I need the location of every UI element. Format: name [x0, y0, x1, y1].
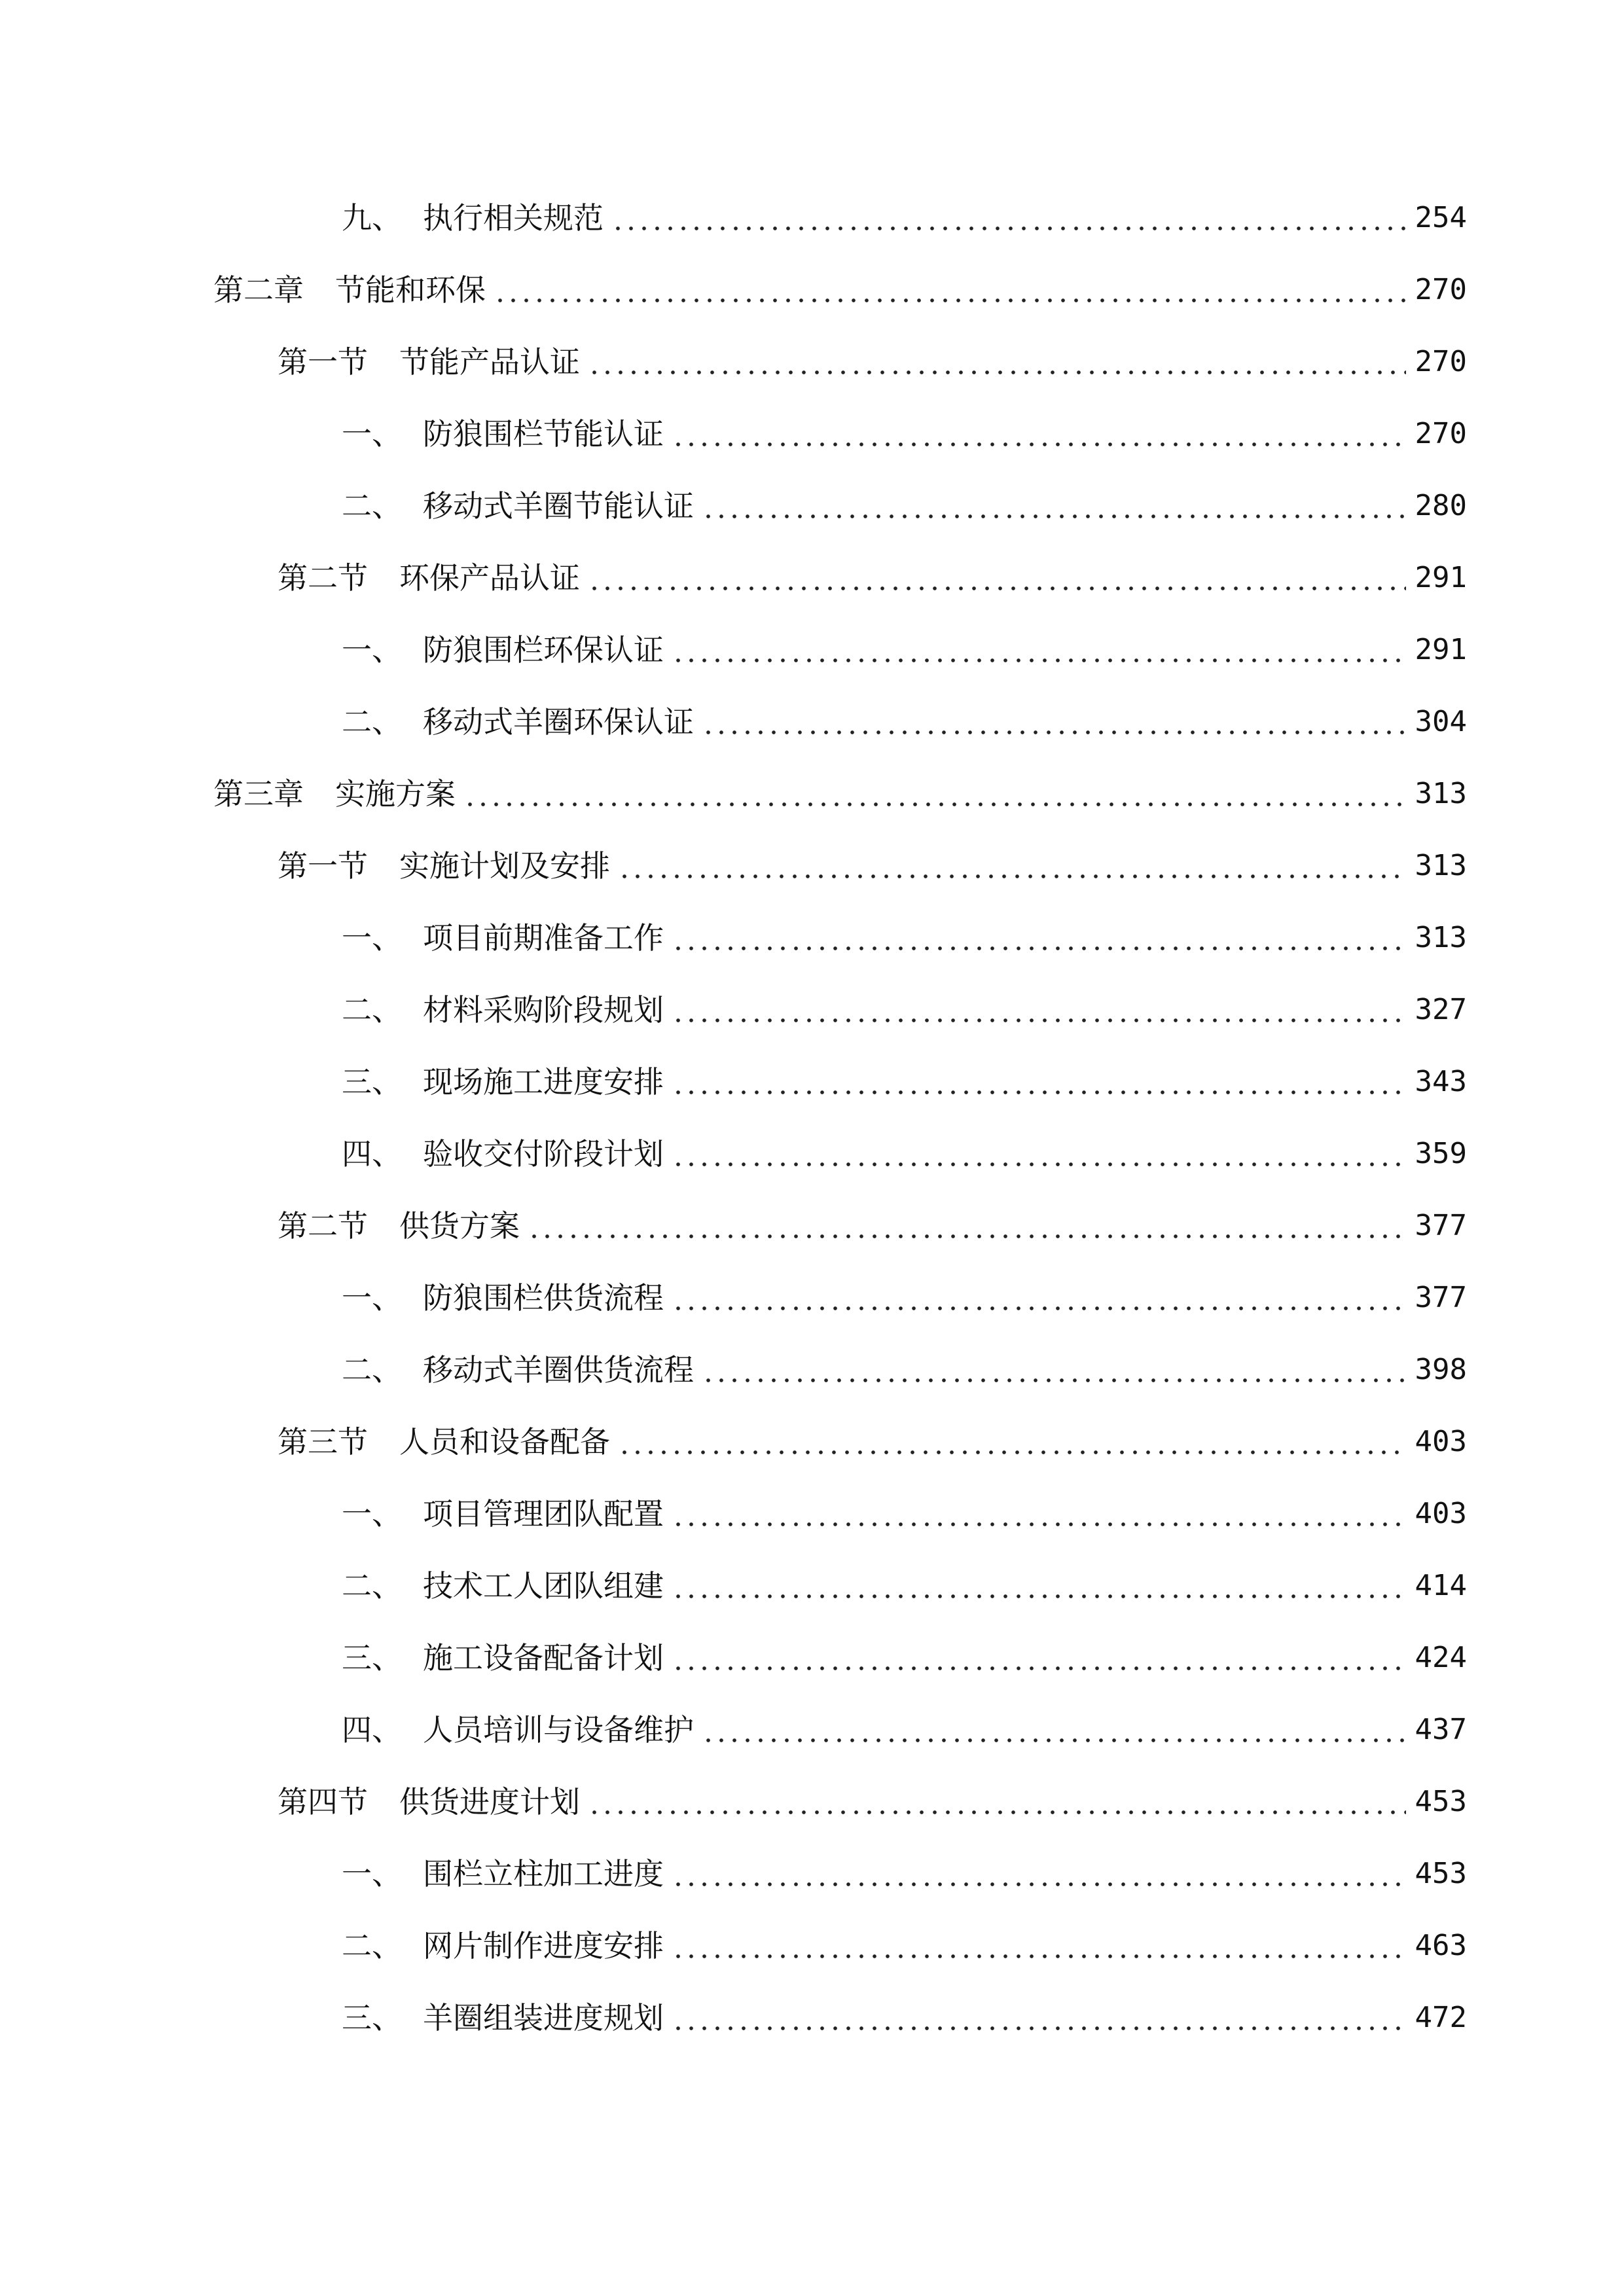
- toc-entry-page: 280: [1415, 489, 1467, 522]
- toc-entry-title: 移动式羊圈环保认证: [423, 704, 694, 740]
- toc-entry-title: 节能产品认证: [399, 344, 580, 380]
- toc-entry-title: 防狼围栏供货流程: [423, 1280, 664, 1316]
- dot-leader: [672, 987, 1406, 1033]
- toc-entry-title: 移动式羊圈供货流程: [423, 1352, 694, 1388]
- dot-leader: [672, 1131, 1406, 1177]
- toc-entry-page: 270: [1415, 345, 1467, 378]
- toc-entry[interactable]: [278, 339, 1467, 385]
- toc-entry-page: 377: [1415, 1209, 1467, 1242]
- toc-entry[interactable]: [342, 1851, 1467, 1897]
- toc-entry[interactable]: [342, 483, 1467, 529]
- toc-entry-page: 313: [1415, 777, 1467, 810]
- toc-entry-page: 254: [1415, 201, 1467, 234]
- toc-entry-number: 第四节: [278, 1784, 368, 1820]
- toc-entry[interactable]: [342, 1563, 1467, 1609]
- toc-entry-page: 291: [1415, 633, 1467, 666]
- toc-entry-number: 二、: [342, 992, 402, 1028]
- toc-entry-number: 四、: [342, 1136, 402, 1172]
- dot-leader: [672, 1563, 1406, 1609]
- toc-entry-number: 二、: [342, 1928, 402, 1964]
- toc-entry[interactable]: [342, 1059, 1467, 1105]
- dot-leader: [672, 627, 1406, 673]
- toc-entry-number: 第一节: [278, 344, 368, 380]
- toc-entry-number: 九、: [342, 200, 402, 236]
- toc-entry-number: 第一节: [278, 848, 368, 884]
- toc-entry-title: 防狼围栏环保认证: [423, 632, 664, 668]
- toc-entry-number: 三、: [342, 1064, 402, 1100]
- dot-leader: [618, 843, 1406, 889]
- dot-leader: [618, 1419, 1406, 1465]
- toc-entry-number: 二、: [342, 1568, 402, 1604]
- toc-entry[interactable]: [342, 411, 1467, 457]
- toc-entry-page: 398: [1415, 1353, 1467, 1386]
- toc-entry-title: 项目前期准备工作: [423, 920, 664, 956]
- toc-entry[interactable]: [278, 1419, 1467, 1465]
- toc-entry-page: 463: [1415, 1929, 1467, 1962]
- toc-entry-number: 一、: [342, 416, 402, 452]
- toc-entry-page: 270: [1415, 273, 1467, 306]
- dot-leader: [702, 1347, 1406, 1393]
- toc-entry-page: 414: [1415, 1569, 1467, 1602]
- dot-leader: [588, 1779, 1406, 1825]
- toc-entry-number: 一、: [342, 1280, 402, 1316]
- toc-entry-page: 437: [1415, 1713, 1467, 1746]
- toc-entry-title: 材料采购阶段规划: [423, 992, 664, 1028]
- toc-entry[interactable]: [342, 1995, 1467, 2041]
- toc-entry-page: 359: [1415, 1137, 1467, 1170]
- toc-entry-page: 343: [1415, 1065, 1467, 1098]
- dot-leader: [702, 483, 1406, 529]
- toc-entry-number: 四、: [342, 1712, 402, 1748]
- toc-entry-page: 327: [1415, 993, 1467, 1026]
- toc-entry-title: 执行相关规范: [423, 200, 604, 236]
- toc-entry-title: 实施方案: [335, 776, 456, 812]
- toc-entry[interactable]: [278, 843, 1467, 889]
- toc-entry-page: 377: [1415, 1281, 1467, 1314]
- dot-leader: [588, 339, 1406, 385]
- toc-entry-title: 现场施工进度安排: [423, 1064, 664, 1100]
- toc-entry-number: 第二节: [278, 560, 368, 596]
- toc-entry-title: 验收交付阶段计划: [423, 1136, 664, 1172]
- toc-entry-number: 第三节: [278, 1424, 368, 1460]
- dot-leader: [463, 771, 1406, 817]
- dot-leader: [702, 1707, 1406, 1753]
- toc-entry-number: 一、: [342, 632, 402, 668]
- toc-entry-title: 供货进度计划: [399, 1784, 580, 1820]
- dot-leader: [672, 1275, 1406, 1321]
- toc-entry[interactable]: [342, 627, 1467, 673]
- toc-entry[interactable]: [278, 1779, 1467, 1825]
- toc-entry-page: 403: [1415, 1497, 1467, 1530]
- toc-entry-page: 453: [1415, 1785, 1467, 1818]
- toc-entry-number: 二、: [342, 488, 402, 524]
- toc-entry[interactable]: [342, 1275, 1467, 1321]
- toc-entry-page: 291: [1415, 561, 1467, 594]
- toc-entry[interactable]: [342, 1131, 1467, 1177]
- toc-entry[interactable]: [342, 1491, 1467, 1537]
- toc-entry[interactable]: [342, 1347, 1467, 1393]
- dot-leader: [588, 555, 1406, 601]
- toc-entry-number: 三、: [342, 1640, 402, 1676]
- toc-entry-page: 270: [1415, 417, 1467, 450]
- toc-entry-number: 一、: [342, 920, 402, 956]
- toc-entry-title: 移动式羊圈节能认证: [423, 488, 694, 524]
- toc-entry[interactable]: [278, 555, 1467, 601]
- dot-leader: [702, 699, 1406, 745]
- toc-entry-number: 第三章: [213, 776, 304, 812]
- toc-entry-title: 供货方案: [399, 1208, 520, 1244]
- toc-entry-title: 节能和环保: [335, 272, 486, 308]
- dot-leader: [672, 1491, 1406, 1537]
- toc-entry-page: 472: [1415, 2001, 1467, 2034]
- toc-entry-title: 人员培训与设备维护: [423, 1712, 694, 1748]
- toc-entry-number: 一、: [342, 1856, 402, 1892]
- dot-leader: [672, 1851, 1406, 1897]
- toc-entry-number: 一、: [342, 1496, 402, 1532]
- dot-leader: [494, 267, 1406, 313]
- toc-entry[interactable]: [213, 771, 1467, 817]
- toc-entry-number: 二、: [342, 1352, 402, 1388]
- toc-entry-page: 453: [1415, 1857, 1467, 1890]
- toc-entry[interactable]: [278, 1203, 1467, 1249]
- toc-entry-page: 403: [1415, 1425, 1467, 1458]
- dot-leader: [672, 1995, 1406, 2041]
- toc-entry-page: 313: [1415, 921, 1467, 954]
- toc-entry-page: 313: [1415, 849, 1467, 882]
- toc-entry[interactable]: [342, 699, 1467, 745]
- toc-entry-number: 第二节: [278, 1208, 368, 1244]
- toc-entry-title: 施工设备配备计划: [423, 1640, 664, 1676]
- dot-leader: [672, 1923, 1406, 1969]
- toc-entry-title: 实施计划及安排: [399, 848, 610, 884]
- toc-entry[interactable]: [342, 1635, 1467, 1681]
- toc-entry[interactable]: [342, 915, 1467, 961]
- toc-entry-number: 三、: [342, 2000, 402, 2036]
- dot-leader: [672, 1059, 1406, 1105]
- toc-entry-title: 防狼围栏节能认证: [423, 416, 664, 452]
- toc-entry-number: 二、: [342, 704, 402, 740]
- dot-leader: [672, 915, 1406, 961]
- dot-leader: [672, 411, 1406, 457]
- toc-entry[interactable]: [342, 195, 1467, 241]
- dot-leader: [672, 1635, 1406, 1681]
- toc-entry[interactable]: [342, 1923, 1467, 1969]
- toc-entry-title: 围栏立柱加工进度: [423, 1856, 664, 1892]
- toc-entry-title: 技术工人团队组建: [423, 1568, 664, 1604]
- dot-leader: [528, 1203, 1406, 1249]
- toc-entry-number: 第二章: [213, 272, 304, 308]
- toc-entry-title: 环保产品认证: [399, 560, 580, 596]
- dot-leader: [611, 195, 1406, 241]
- toc-entry[interactable]: [342, 987, 1467, 1033]
- toc-entry-page: 424: [1415, 1641, 1467, 1674]
- toc-entry-title: 网片制作进度安排: [423, 1928, 664, 1964]
- toc-entry-title: 人员和设备配备: [399, 1424, 610, 1460]
- toc-entry[interactable]: [342, 1707, 1467, 1753]
- toc-entry-page: 304: [1415, 705, 1467, 738]
- toc-entry-title: 项目管理团队配置: [423, 1496, 664, 1532]
- toc-entry[interactable]: [213, 267, 1467, 313]
- toc-entry-title: 羊圈组装进度规划: [423, 2000, 664, 2036]
